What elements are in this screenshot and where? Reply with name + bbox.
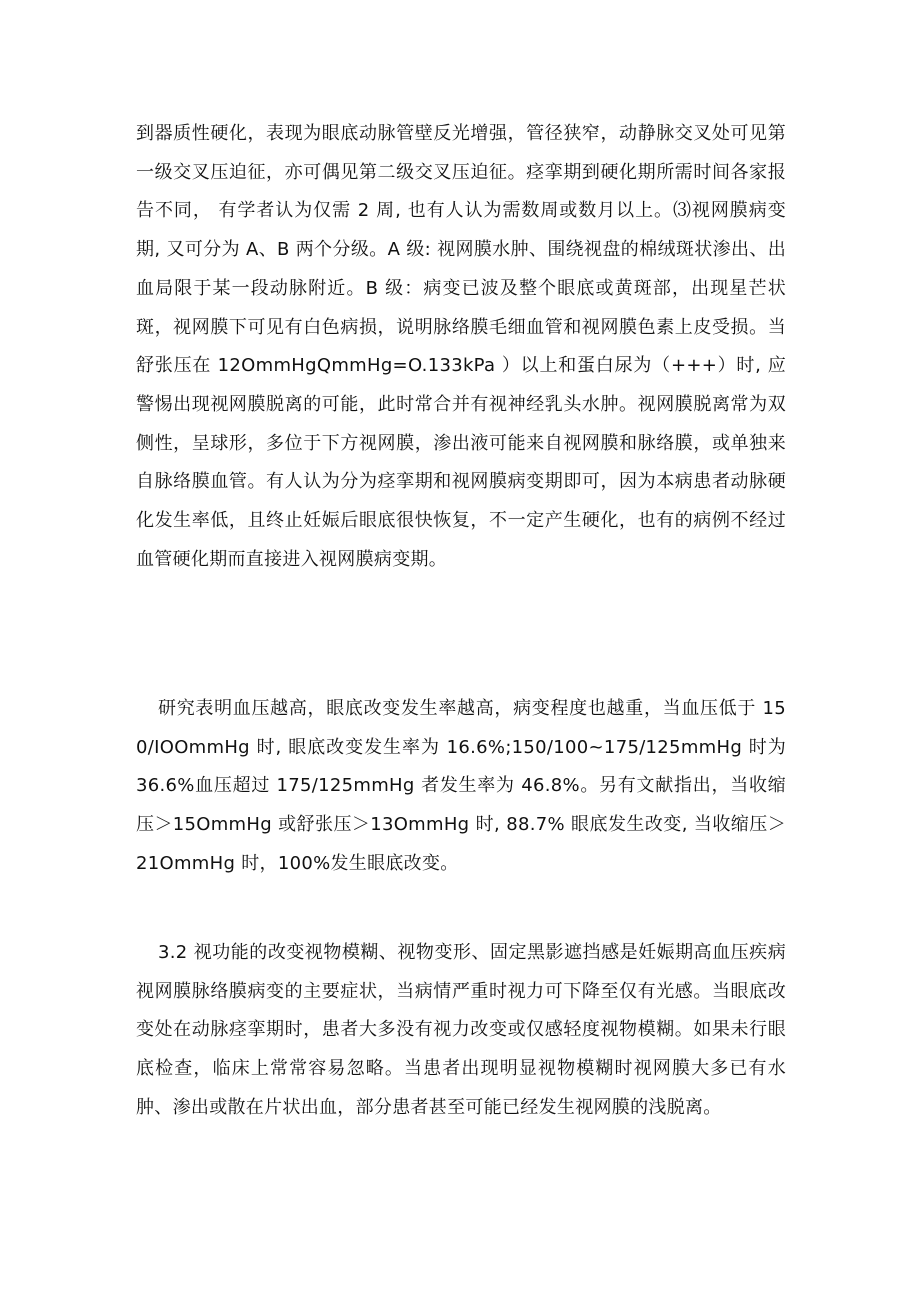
paragraph-retinopathy-stages: 到器质性硬化，表现为眼底动脉管壁反光增强，管径狭窄，动静脉交叉处可见第一级交叉压迫征，亦可偶见第二级交叉压迫征。痉挛期到硬化期所需时间各家报告不同， 有学者认为仅需 2 周, 也有人认为需数周或数月以上。⑶视网膜病变期, 又可分为 A、B 两个分级。A 级: 视网膜水肿、围绕视盘的棉绒斑状渗出、出血局限于某一段动脉附近。B 级：病变已波及整个眼底或黄斑部，出现星芒状斑，视网膜下可见有白色病损，说明脉络膜毛细血管和视网膜色素上皮受损。当舒张压在 12OmmHgQmmHg=O.133kPa ）以上和蛋白尿为（+++）时, 应警惕出现视网膜脱离的可能，此时常合并有视神经乳头水肿。视网膜脱离常为双侧性，呈球形，多位于下方视网膜，渗出液可能来自视网膜和脉络膜，或单独来自脉络膜血管。有人认为分为痉挛期和视网膜病变期即可，因为本病患者动脉硬化发生率低，且终止妊娠后眼底很快恢复，不一定产生硬化，也有的病例不经过血管硬化期而直接进入视网膜病变期。 xyxy=(136,123,786,570)
paragraph-blood-pressure-findings: 研究表明血压越高，眼底改变发生率越高，病变程度也越重，当血压低于 150/IOOmmHg 时, 眼底改变发生率为 16.6%;150/100~175/125mmHg 时为 36.6%血压超过 175/125mmHg 者发生率为 46.8%。另有文献指出，当收缩压＞15OmmHg 或舒张压＞13OmmHg 时, 88.7% 眼底发生改变, 当收缩压＞21OmmHg 时，100%发生眼底改变。 xyxy=(136,698,786,874)
paragraph-visual-function: 3.2 视功能的改变视物模糊、视物变形、固定黑影遮挡感是妊娠期高血压疾病视网膜脉络膜病变的主要症状，当病情严重时视力可下降至仅有光感。当眼底改变处在动脉痉挛期时，患者大多没有视力改变或仅感轻度视物模糊。如果未行眼底检查，临床上常常容易忽略。当患者出现明显视物模糊时视网膜大多已有水肿、渗出或散在片状出血，部分患者甚至可能已经发生视网膜的浅脱离。 xyxy=(136,942,786,1118)
